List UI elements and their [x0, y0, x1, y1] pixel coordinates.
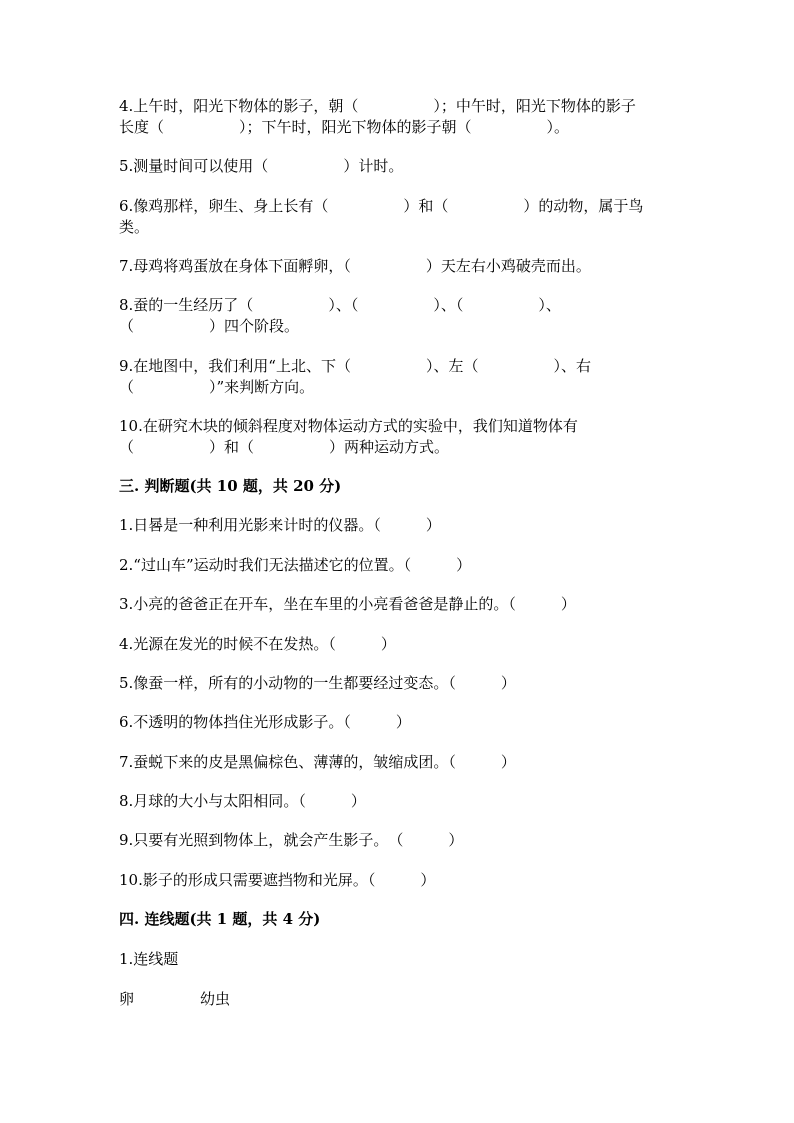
fill-blank-question-10: [119, 416, 679, 458]
question-line: （ ）”来判断方向。: [119, 378, 315, 396]
question-line: 6.像鸡那样，卵生、身上长有（ ）和（ ）的动物，属于鸟: [119, 197, 644, 215]
judgement-question-9: 9.只要有光照到物体上，就会产生影子。 （ ）: [119, 831, 464, 849]
question-line: 4.上午时，阳光下物体的影子，朝（ ）；中午时，阳光下物体的影子: [119, 97, 636, 115]
fill-blank-question-4: [119, 96, 679, 138]
fill-blank-question-7: [119, 256, 679, 277]
fill-blank-question-8: [119, 295, 679, 337]
judgement-question-6: 6.不透明的物体挡住光形成影子。（ ）: [119, 713, 411, 731]
matching-left-item: 卵: [119, 990, 135, 1008]
question-line: 5.测量时间可以使用（ ）计时。: [119, 157, 404, 175]
fill-blank-question-6: [119, 196, 679, 238]
judgement-question-3: 3.小亮的爸爸正在开车，坐在车里的小亮看爸爸是静止的。（ ）: [119, 595, 576, 613]
fill-blank-question-5: [119, 156, 679, 177]
judgement-question-10: 10.影子的形成只需要遮挡物和光屏。（ ）: [119, 871, 436, 889]
section-heading-judgement: 三. 判断题(共 10 题，共 20 分): [119, 477, 342, 495]
question-line: 7.母鸡将鸡蛋放在身体下面孵卵，（ ）天左右小鸡破壳而出。: [119, 257, 591, 275]
judgement-question-2: 2.“过山车”运动时我们无法描述它的位置。（ ）: [119, 556, 472, 574]
question-line: 8.蚕的一生经历了（ ）、（ ）、（ ）、: [119, 296, 561, 314]
question-line: （ ）和（ ）两种运动方式。: [119, 438, 450, 456]
judgement-question-4: 4.光源在发光的时候不在发热。（ ）: [119, 635, 396, 653]
question-line: 长度（ ）；下午时，阳光下物体的影子朝（ ）。: [119, 118, 570, 136]
judgement-question-7: 7.蚕蜕下来的皮是黑偏棕色、薄薄的，皱缩成团。（ ）: [119, 753, 516, 771]
judgement-question-5: 5.像蚕一样，所有的小动物的一生都要经过变态。（ ）: [119, 674, 516, 692]
matching-question-1: 1.连线题: [119, 950, 179, 968]
question-line: 9.在地图中，我们利用“上北、下（ ）、左（ ）、右: [119, 357, 591, 375]
matching-right-item: 幼虫: [200, 990, 231, 1008]
section-heading-matching: 四. 连线题(共 1 题，共 4 分): [119, 910, 321, 928]
fill-blank-question-9: [119, 356, 679, 398]
judgement-question-8: 8.月球的大小与太阳相同。（ ）: [119, 792, 366, 810]
question-line: 10.在研究木块的倾斜程度对物体运动方式的实验中，我们知道物体有: [119, 417, 578, 435]
question-line: （ ）四个阶段。: [119, 317, 300, 335]
judgement-question-1: 1.日晷是一种利用光影来计时的仪器。（ ）: [119, 516, 441, 534]
question-line: 类。: [119, 218, 150, 236]
